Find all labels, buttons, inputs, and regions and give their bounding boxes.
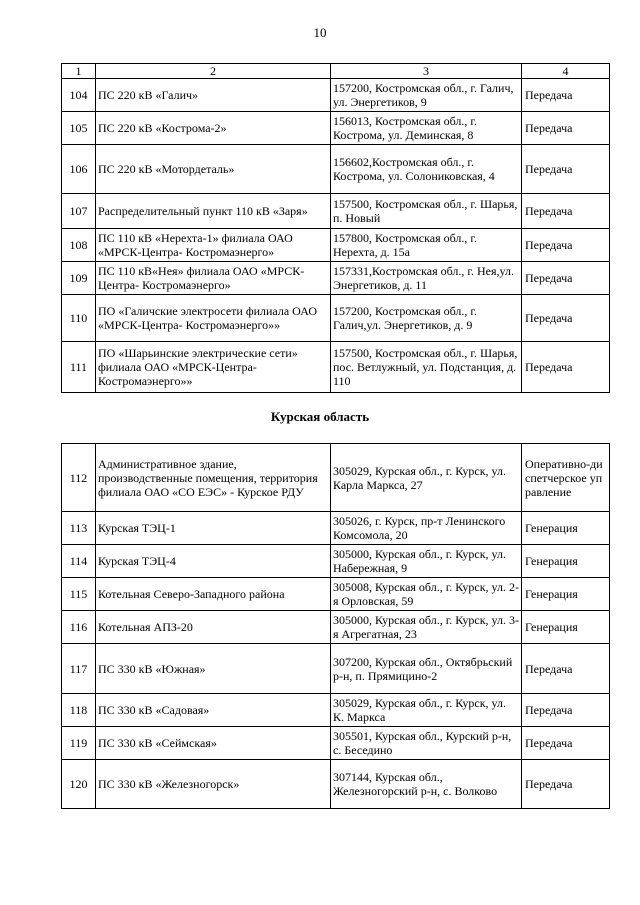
facility-address: 157500, Костромская обл., г. Шарья, пос. Ветлужный, ул. Подстанция, д. 110 [331,342,522,393]
page-number: 10 [313,25,327,40]
facility-name: ПС 330 кВ «Железногорск» [96,760,331,809]
facility-address: 305026, г. Курск, пр-т Ленинского Комсомола, 20 [331,512,522,545]
table-row [62,545,610,578]
facility-address: 305000, Курская обл., г. Курск, ул. 3-я Агрегатная, 23 [331,611,522,644]
section-title: Курская область [270,409,370,424]
facility-type: Передача [522,112,610,145]
row-number: 115 [62,578,96,611]
facility-address: 156013, Костромская обл., г. Кострома, ул. Деминская, 8 [331,112,522,145]
facility-type: Передача [522,79,610,112]
table-row [62,760,610,809]
facility-address: 157331,Костромская обл., г. Нея,ул. Энергетиков, д. 11 [331,262,522,295]
row-number: 109 [62,262,96,295]
table-header-row [62,64,610,79]
facilities-table-kursk [61,443,610,809]
column-header: 2 [96,64,331,79]
facility-type: Передача [522,760,610,809]
table-row [62,79,610,112]
facility-type: Передача [522,694,610,727]
facility-address: 305008, Курская обл., г. Курск, ул. 2-я Орловская, 59 [331,578,522,611]
facilities-table-kostroma [61,63,610,393]
table-row [62,342,610,393]
table-row [62,727,610,760]
facility-type: Передача [522,145,610,194]
row-number: 104 [62,79,96,112]
facility-type: Генерация [522,545,610,578]
table-row [62,112,610,145]
facility-name: ПС 220 кВ «Мотордеталь» [96,145,331,194]
row-number: 117 [62,644,96,694]
facility-address: 157800, Костромская обл., г. Нерехта, д. 15а [331,229,522,262]
facility-name: Курская ТЭЦ-1 [96,512,331,545]
table-row [62,611,610,644]
facility-address: 157200, Костромская обл., г. Галич, ул. Энергетиков, 9 [331,79,522,112]
table-row [62,512,610,545]
facility-address: 305029, Курская обл., г. Курск, ул. К. Маркса [331,694,522,727]
facility-address: 305029, Курская обл., г. Курск, ул. Карла Маркса, 27 [331,444,522,512]
table-row [62,262,610,295]
facility-name: ПС 330 кВ «Южная» [96,644,331,694]
column-header: 1 [62,64,96,79]
table-row [62,295,610,342]
facility-name: Распределительный пункт 110 кВ «Заря» [96,194,331,229]
table-row [62,644,610,694]
row-number: 120 [62,760,96,809]
facility-name: ПО «Шарьинские электрические сети» филиала ОАО «МРСК-Центра- Костромаэнерго»» [96,342,331,393]
facility-name: Административное здание, производственные помещения, территория филиала ОАО «СО ЕЭС» - Курское РДУ [96,444,331,512]
row-number: 106 [62,145,96,194]
facility-name: Курская ТЭЦ-4 [96,545,331,578]
facility-name: ПС 220 кВ «Галич» [96,79,331,112]
facility-type: Генерация [522,611,610,644]
row-number: 107 [62,194,96,229]
facility-type: Передача [522,295,610,342]
table-row [62,444,610,512]
facility-address: 307144, Курская обл., Железногорский р-н, с. Волково [331,760,522,809]
facility-address: 305000, Курская обл., г. Курск, ул. Набережная, 9 [331,545,522,578]
table-row [62,229,610,262]
facility-type: Передача [522,727,610,760]
facility-type: Передача [522,262,610,295]
row-number: 116 [62,611,96,644]
facility-address: 157500, Костромская обл., г. Шарья, п. Новый [331,194,522,229]
column-header: 4 [522,64,610,79]
row-number: 114 [62,545,96,578]
row-number: 105 [62,112,96,145]
table-row [62,145,610,194]
facility-name: ПС 330 кВ «Сеймская» [96,727,331,760]
facility-type: Генерация [522,578,610,611]
facility-type: Передача [522,229,610,262]
facility-type: Передача [522,644,610,694]
facility-name: ПО «Галичские электросети филиала ОАО «МРСК-Центра- Костромаэнерго»» [96,295,331,342]
facility-type: Передача [522,342,610,393]
row-number: 113 [62,512,96,545]
facility-address: 305501, Курская обл., Курский р-н, с. Беседино [331,727,522,760]
facility-type: Оперативно-диспетчерское управление [522,444,610,512]
facility-address: 156602,Костромская обл., г. Кострома, ул. Солониковская, 4 [331,145,522,194]
row-number: 111 [62,342,96,393]
table-row [62,194,610,229]
facility-name: ПС 110 кВ«Нея» филиала ОАО «МРСК-Центра- Костромаэнерго» [96,262,331,295]
row-number: 118 [62,694,96,727]
row-number: 112 [62,444,96,512]
facility-name: ПС 110 кВ «Нерехта-1» филиала ОАО «МРСК-Центра- Костромаэнерго» [96,229,331,262]
facility-name: Котельная Северо-Западного района [96,578,331,611]
row-number: 108 [62,229,96,262]
table-row [62,578,610,611]
facility-address: 157200, Костромская обл., г. Галич,ул. Энергетиков, д. 9 [331,295,522,342]
facility-type: Генерация [522,512,610,545]
facility-address: 307200, Курская обл., Октябрьский р-н, п. Прямицино-2 [331,644,522,694]
table-row [62,694,610,727]
facility-type: Передача [522,194,610,229]
column-header: 3 [331,64,522,79]
row-number: 119 [62,727,96,760]
facility-name: Котельная АПЗ-20 [96,611,331,644]
row-number: 110 [62,295,96,342]
facility-name: ПС 220 кВ «Кострома-2» [96,112,331,145]
facility-name: ПС 330 кВ «Садовая» [96,694,331,727]
